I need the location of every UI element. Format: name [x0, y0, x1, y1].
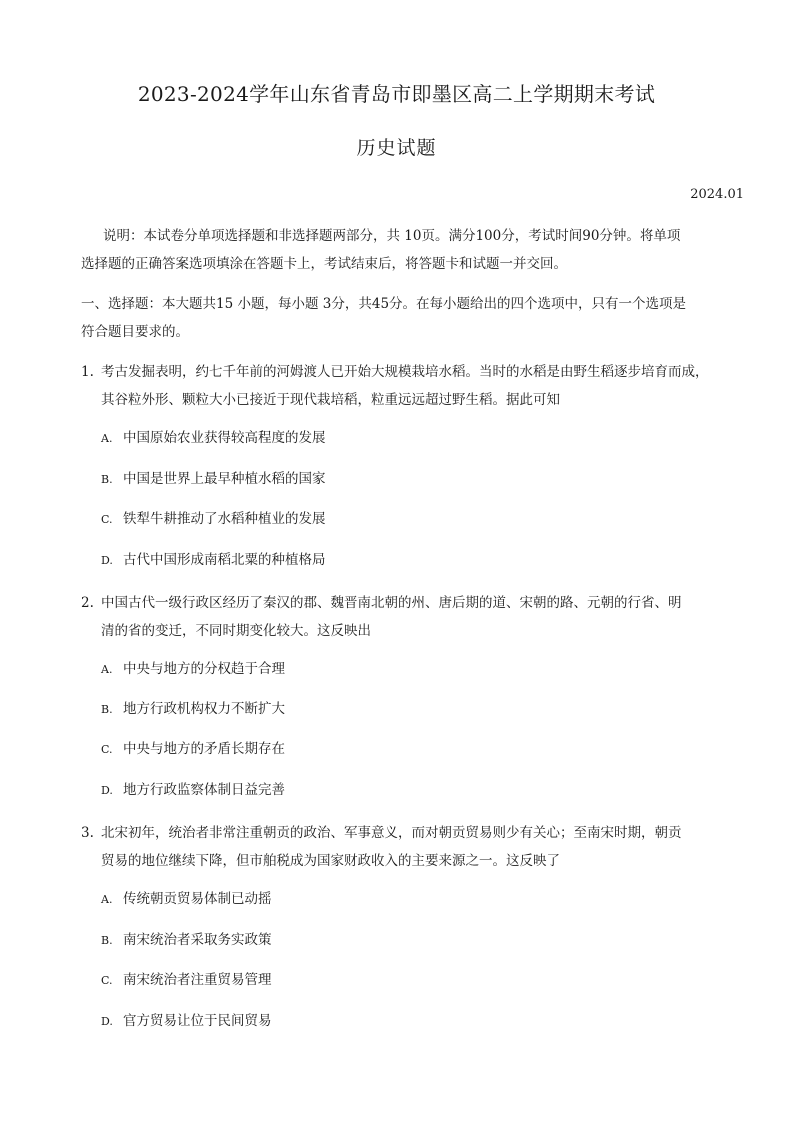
- question-3-option-d[interactable]: [101, 1009, 272, 1034]
- question-3-option-a[interactable]: [101, 887, 272, 912]
- question-stem-line-1: 考古发掘表明，约七千年前的河姆渡人已开始大规模栽培水稻。当时的水稻是由野生稻逐步培育而成，: [101, 364, 709, 380]
- question-number: 3.: [81, 825, 94, 841]
- section-heading-line-2: 符合题目要求的。: [81, 324, 189, 340]
- option-letter: B.: [101, 934, 113, 947]
- option-letter: A.: [101, 893, 113, 906]
- question-1-option-c[interactable]: [101, 507, 326, 532]
- option-text: 铁犁牛耕推动了水稻种植业的发展: [123, 511, 326, 527]
- option-text: 南宋统治者采取务实政策: [123, 932, 272, 948]
- question-1-option-d[interactable]: [101, 548, 326, 573]
- option-text: 地方行政机构权力不断扩大: [123, 701, 285, 717]
- instructions-line-1: 说明：本试卷分单项选择题和非选择题两部分，共 10页。满分100分，考试时间90分钟。将单项: [103, 228, 681, 244]
- exam-title: 2023-2024学年山东省青岛市即墨区高二上学期期末考试: [137, 82, 656, 106]
- question-1-option-a[interactable]: [101, 426, 326, 451]
- option-text: 南宋统治者注重贸易管理: [123, 972, 272, 988]
- option-letter: D.: [101, 554, 113, 567]
- question-number: 2.: [81, 595, 94, 611]
- section-heading: [81, 290, 741, 346]
- question-3-stem: [81, 819, 731, 875]
- instructions: [81, 222, 741, 278]
- option-text: 地方行政监察体制日益完善: [123, 782, 285, 798]
- option-text: 传统朝贡贸易体制已动摇: [123, 891, 272, 907]
- option-letter: D.: [101, 1015, 113, 1028]
- question-2-option-c[interactable]: [101, 737, 285, 762]
- question-stem-line-2: 清的省的变迁，不同时期变化较大。这反映出: [101, 623, 371, 639]
- option-text: 古代中国形成南稻北粟的种植格局: [123, 552, 326, 568]
- question-3-option-b[interactable]: [101, 928, 272, 953]
- exam-subtitle: 历史试题: [356, 137, 437, 159]
- option-letter: B.: [101, 473, 113, 486]
- question-stem-line-1: 中国古代一级行政区经历了秦汉的郡、魏晋南北朝的州、唐后期的道、宋朝的路、元朝的行省、明: [101, 595, 682, 611]
- question-stem-line-1: 北宋初年，统治者非常注重朝贡的政治、军事意义，而对朝贡贸易则少有关心；至南宋时期，朝贡: [101, 825, 682, 841]
- option-letter: D.: [101, 784, 113, 797]
- question-1-stem: [81, 358, 731, 414]
- option-letter: C.: [101, 974, 113, 987]
- option-text: 官方贸易让位于民间贸易: [123, 1013, 272, 1029]
- option-text: 中国是世界上最早种植水稻的国家: [123, 471, 326, 487]
- option-text: 中国原始农业获得较高程度的发展: [123, 430, 326, 446]
- question-number: 1.: [81, 364, 94, 380]
- question-3-option-c[interactable]: [101, 968, 272, 993]
- question-2-option-a[interactable]: [101, 657, 285, 682]
- question-2-option-d[interactable]: [101, 778, 285, 803]
- question-2-stem: [81, 589, 731, 645]
- section-heading-line-1: 一、选择题：本大题共15 小题，每小题 3分，共45分。在每小题给出的四个选项中，只有一个选项是: [81, 296, 687, 312]
- option-text: 中央与地方的矛盾长期存在: [123, 741, 285, 757]
- option-letter: C.: [101, 743, 113, 756]
- question-stem-line-2: 贸易的地位继续下降，但市舶税成为国家财政收入的主要来源之一。这反映了: [101, 853, 560, 869]
- question-2-option-b[interactable]: [101, 697, 285, 722]
- instructions-line-2: 选择题的正确答案选项填涂在答题卡上，考试结束后，将答题卡和试题一并交回。: [81, 256, 567, 272]
- option-letter: A.: [101, 663, 113, 676]
- option-letter: A.: [101, 432, 113, 445]
- option-text: 中央与地方的分权趋于合理: [123, 661, 285, 677]
- option-letter: B.: [101, 703, 113, 716]
- exam-date: 2024.01: [690, 187, 744, 202]
- question-stem-line-2: 其谷粒外形、颗粒大小已接近于现代栽培稻，粒重远远超过野生稻。据此可知: [101, 392, 560, 408]
- question-1-option-b[interactable]: [101, 467, 326, 492]
- option-letter: C.: [101, 513, 113, 526]
